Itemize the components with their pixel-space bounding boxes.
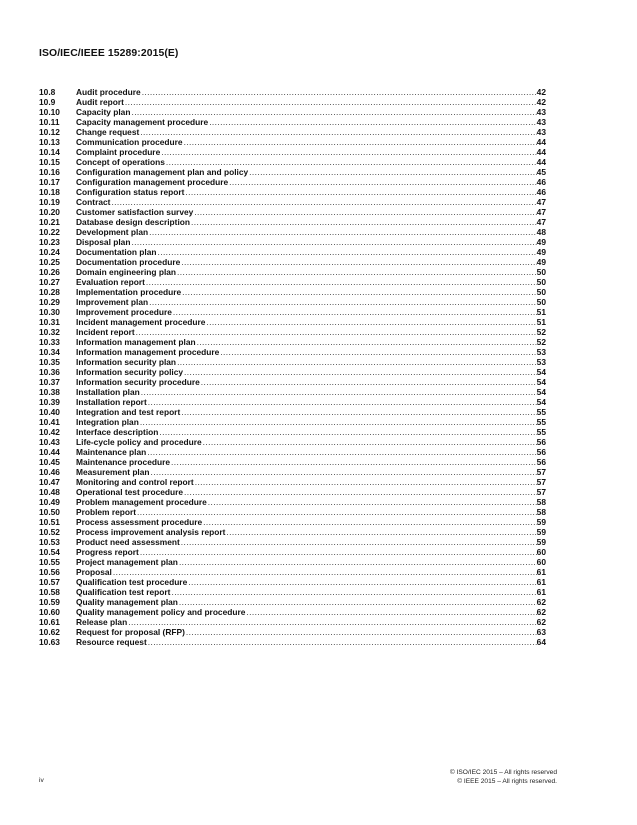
toc-entry-title: Installation plan: [76, 387, 140, 397]
toc-leader-dots: [228, 177, 537, 187]
toc-leader-dots: [140, 387, 537, 397]
toc-entry[interactable]: [39, 217, 546, 227]
toc-entry[interactable]: [39, 197, 546, 207]
toc-entry-number: 10.60: [39, 607, 60, 617]
toc-entry-page: 51: [536, 307, 546, 317]
toc-leader-dots: [190, 217, 537, 227]
toc-entry-number: 10.11: [39, 117, 60, 127]
toc-entry-page: 43: [536, 117, 546, 127]
toc-entry-number: 10.63: [39, 637, 60, 647]
toc-entry-title: Contract: [76, 197, 111, 207]
toc-entry[interactable]: [39, 137, 546, 147]
toc-entry-page: 61: [536, 567, 546, 577]
toc-entry-title: Communication procedure: [76, 137, 183, 147]
toc-leader-dots: [150, 467, 537, 477]
toc-entry-page: 59: [536, 517, 546, 527]
toc-entry[interactable]: [39, 167, 546, 177]
toc-entry-title: Proposal: [76, 567, 112, 577]
toc-entry-title: Capacity management procedure: [76, 117, 209, 127]
toc-leader-dots: [176, 357, 537, 367]
toc-entry-number: 10.31: [39, 317, 60, 327]
toc-entry[interactable]: [39, 487, 546, 497]
toc-leader-dots: [160, 147, 536, 157]
toc-entry-number: 10.8: [39, 87, 56, 97]
copyright-notice: [450, 768, 557, 786]
toc-entry[interactable]: [39, 147, 546, 157]
toc-leader-dots: [135, 327, 537, 337]
toc-entry-title: Problem management procedure: [76, 497, 207, 507]
toc-leader-dots: [205, 317, 536, 327]
toc-entry[interactable]: [39, 537, 546, 547]
toc-leader-dots: [183, 487, 537, 497]
toc-entry-page: 54: [536, 377, 546, 387]
toc-entry[interactable]: [39, 477, 546, 487]
toc-entry-title: Documentation plan: [76, 247, 157, 257]
toc-entry[interactable]: [39, 507, 546, 517]
toc-entry-page: 43: [536, 107, 546, 117]
toc-entry-title: Database design description: [76, 217, 191, 227]
toc-entry[interactable]: [39, 177, 546, 187]
toc-entry-page: 50: [536, 277, 546, 287]
toc-entry-title: Integration and test report: [76, 407, 181, 417]
toc-leader-dots: [148, 227, 537, 237]
toc-entry-number: 10.22: [39, 227, 60, 237]
toc-entry-number: 10.21: [39, 217, 60, 227]
document-header: ISO/IEC/IEEE 15289:2015(E): [39, 48, 179, 59]
toc-entry-page: 42: [536, 87, 546, 97]
toc-entry[interactable]: [39, 547, 546, 557]
toc-leader-dots: [130, 107, 536, 117]
toc-entry-page: 44: [536, 137, 546, 147]
toc-entry[interactable]: [39, 617, 546, 627]
toc-entry-page: 55: [536, 417, 546, 427]
toc-leader-dots: [145, 277, 537, 287]
toc-entry-number: 10.41: [39, 417, 60, 427]
toc-entry-title: Evaluation report: [76, 277, 145, 287]
toc-entry-title: Life-cycle policy and procedure: [76, 437, 202, 447]
toc-entry-number: 10.59: [39, 597, 60, 607]
toc-entry-title: Implementation procedure: [76, 287, 182, 297]
toc-entry-number: 10.39: [39, 397, 60, 407]
toc-entry-page: 49: [536, 247, 546, 257]
toc-entry-number: 10.20: [39, 207, 60, 217]
toc-entry-page: 43: [536, 127, 546, 137]
toc-entry[interactable]: [39, 587, 546, 597]
toc-entry[interactable]: [39, 377, 546, 387]
toc-leader-dots: [208, 117, 536, 127]
toc-entry-title: Development plan: [76, 227, 149, 237]
toc-entry-page: 50: [536, 267, 546, 277]
toc-entry-page: 47: [536, 197, 546, 207]
toc-entry[interactable]: [39, 157, 546, 167]
toc-entry-title: Incident management procedure: [76, 317, 206, 327]
toc-entry-title: Complaint procedure: [76, 147, 161, 157]
toc-entry-number: 10.29: [39, 297, 60, 307]
toc-entry-title: Maintenance procedure: [76, 457, 171, 467]
toc-leader-dots: [139, 127, 536, 137]
toc-entry-title: Installation report: [76, 397, 147, 407]
toc-entry-title: Monitoring and control report: [76, 477, 194, 487]
toc-entry-number: 10.52: [39, 527, 60, 537]
toc-entry-title: Operational test procedure: [76, 487, 184, 497]
toc-entry-page: 62: [536, 597, 546, 607]
toc-leader-dots: [157, 247, 537, 257]
copyright-iso: © ISO/IEC 2015 – All rights reserved: [449, 769, 557, 776]
toc-entry-number: 10.50: [39, 507, 60, 517]
copyright-ieee: © IEEE 2015 – All rights reserved.: [457, 778, 557, 785]
toc-entry-number: 10.37: [39, 377, 60, 387]
toc-entry[interactable]: [39, 427, 546, 437]
toc-entry-number: 10.10: [39, 107, 60, 117]
toc-entry[interactable]: [39, 597, 546, 607]
toc-entry-number: 10.32: [39, 327, 60, 337]
toc-entry[interactable]: [39, 627, 546, 637]
toc-entry-number: 10.34: [39, 347, 60, 357]
toc-entry-title: Maintenance plan: [76, 447, 147, 457]
toc-entry-page: 62: [536, 617, 546, 627]
toc-entry-title: Information management plan: [76, 337, 196, 347]
page-number: iv: [39, 777, 44, 784]
toc-entry-page: 49: [536, 257, 546, 267]
toc-entry-page: 53: [536, 357, 546, 367]
toc-entry-page: 54: [536, 387, 546, 397]
toc-leader-dots: [124, 97, 537, 107]
toc-entry-title: Improvement procedure: [76, 307, 172, 317]
toc-entry-number: 10.51: [39, 517, 60, 527]
toc-entry-page: 55: [536, 427, 546, 437]
toc-leader-dots: [248, 167, 537, 177]
toc-entry-title: Quality management policy and procedure: [76, 607, 246, 617]
toc-leader-dots: [193, 207, 536, 217]
toc-leader-dots: [207, 497, 537, 507]
toc-leader-dots: [148, 297, 537, 307]
toc-entry-number: 10.27: [39, 277, 60, 287]
toc-entry-title: Audit procedure: [76, 87, 141, 97]
toc-entry-page: 56: [536, 447, 546, 457]
toc-entry-number: 10.36: [39, 367, 60, 377]
toc-entry[interactable]: [39, 417, 546, 427]
toc-entry-page: 56: [536, 437, 546, 447]
toc-entry[interactable]: [39, 367, 546, 377]
toc-entry-number: 10.47: [39, 477, 60, 487]
toc-entry-page: 55: [536, 407, 546, 417]
toc-entry-page: 44: [536, 147, 546, 157]
toc-entry-page: 52: [536, 337, 546, 347]
toc-entry[interactable]: [39, 227, 546, 237]
toc-entry-title: Information management procedure: [76, 347, 220, 357]
toc-leader-dots: [158, 427, 536, 437]
toc-entry-title: Improvement plan: [76, 297, 149, 307]
toc-entry-title: Problem report: [76, 507, 137, 517]
toc-entry-number: 10.25: [39, 257, 60, 267]
toc-leader-dots: [202, 517, 537, 527]
toc-entry[interactable]: [39, 237, 546, 247]
toc-entry[interactable]: [39, 557, 546, 567]
toc-entry-number: 10.17: [39, 177, 60, 187]
toc-entry-page: 45: [536, 167, 546, 177]
toc-entry[interactable]: [39, 97, 546, 107]
toc-entry-title: Process improvement analysis report: [76, 527, 226, 537]
toc-entry[interactable]: [39, 347, 546, 357]
toc-entry[interactable]: [39, 337, 546, 347]
toc-entry[interactable]: [39, 257, 546, 267]
toc-leader-dots: [184, 187, 536, 197]
toc-leader-dots: [178, 597, 537, 607]
toc-entry[interactable]: [39, 187, 546, 197]
toc-entry[interactable]: [39, 407, 546, 417]
toc-entry[interactable]: [39, 497, 546, 507]
toc-entry-title: Audit report: [76, 97, 124, 107]
toc-entry-number: 10.13: [39, 137, 60, 147]
toc-entry-number: 10.26: [39, 267, 60, 277]
toc-entry-page: 46: [536, 177, 546, 187]
toc-entry[interactable]: [39, 567, 546, 577]
toc-entry-page: 61: [536, 577, 546, 587]
toc-leader-dots: [127, 617, 536, 627]
toc-entry-page: 60: [536, 547, 546, 557]
toc-entry[interactable]: [39, 517, 546, 527]
toc-entry-title: Integration plan: [76, 417, 139, 427]
toc-entry-page: 60: [536, 557, 546, 567]
toc-entry-title: Resource request: [76, 637, 147, 647]
toc-entry-page: 47: [536, 217, 546, 227]
toc-entry-page: 48: [536, 227, 546, 237]
toc-entry-number: 10.57: [39, 577, 60, 587]
toc-leader-dots: [181, 287, 537, 297]
toc-entry-page: 46: [536, 187, 546, 197]
toc-entry-page: 49: [536, 237, 546, 247]
toc-leader-dots: [183, 137, 537, 147]
toc-leader-dots: [183, 367, 537, 377]
toc-leader-dots: [245, 607, 536, 617]
toc-entry-number: 10.58: [39, 587, 60, 597]
toc-entry-title: Documentation procedure: [76, 257, 181, 267]
toc-entry-number: 10.45: [39, 457, 60, 467]
toc-leader-dots: [147, 637, 537, 647]
toc-entry-number: 10.9: [39, 97, 56, 107]
toc-entry-title: Interface description: [76, 427, 159, 437]
toc-entry-title: Project management plan: [76, 557, 178, 567]
toc-entry-page: 59: [536, 537, 546, 547]
toc-leader-dots: [165, 157, 537, 167]
toc-entry-page: 54: [536, 397, 546, 407]
toc-entry-title: Configuration management plan and policy: [76, 167, 249, 177]
toc-entry-page: 50: [536, 297, 546, 307]
toc-leader-dots: [112, 567, 537, 577]
toc-entry-number: 10.53: [39, 537, 60, 547]
toc-entry-page: 63: [536, 627, 546, 637]
toc-entry-title: Incident report: [76, 327, 135, 337]
toc-entry-title: Configuration management procedure: [76, 177, 229, 187]
toc-leader-dots: [202, 437, 537, 447]
toc-leader-dots: [194, 477, 537, 487]
toc-entry-page: 56: [536, 457, 546, 467]
toc-entry-page: 54: [536, 367, 546, 377]
toc-entry-number: 10.44: [39, 447, 60, 457]
toc-entry-page: 64: [536, 637, 546, 647]
toc-entry-title: Customer satisfaction survey: [76, 207, 194, 217]
toc-entry[interactable]: [39, 637, 546, 647]
toc-entry-number: 10.43: [39, 437, 60, 447]
toc-entry[interactable]: [39, 267, 546, 277]
toc-entry-number: 10.48: [39, 487, 60, 497]
toc-entry[interactable]: [39, 277, 546, 287]
toc-entry[interactable]: [39, 307, 546, 317]
toc-entry-page: 47: [536, 207, 546, 217]
toc-entry[interactable]: [39, 247, 546, 257]
toc-leader-dots: [136, 507, 537, 517]
toc-entry[interactable]: [39, 387, 546, 397]
table-of-contents: [39, 87, 546, 647]
toc-leader-dots: [185, 627, 537, 637]
toc-entry-title: Quality management plan: [76, 597, 178, 607]
toc-entry[interactable]: [39, 457, 546, 467]
toc-entry-page: 57: [536, 477, 546, 487]
toc-entry-number: 10.24: [39, 247, 60, 257]
toc-leader-dots: [147, 397, 537, 407]
toc-entry-number: 10.35: [39, 357, 60, 367]
toc-entry[interactable]: [39, 437, 546, 447]
toc-entry[interactable]: [39, 127, 546, 137]
toc-entry-page: 53: [536, 347, 546, 357]
toc-leader-dots: [176, 267, 537, 277]
toc-entry-title: Process assessment procedure: [76, 517, 203, 527]
toc-entry-page: 61: [536, 587, 546, 597]
toc-entry-title: Request for proposal (RFP): [76, 627, 185, 637]
toc-entry-title: Capacity plan: [76, 107, 131, 117]
toc-entry[interactable]: [39, 357, 546, 367]
toc-entry[interactable]: [39, 117, 546, 127]
toc-entry-number: 10.62: [39, 627, 60, 637]
toc-leader-dots: [139, 417, 537, 427]
toc-entry-number: 10.54: [39, 547, 60, 557]
toc-leader-dots: [225, 527, 536, 537]
toc-entry[interactable]: [39, 467, 546, 477]
toc-entry[interactable]: [39, 207, 546, 217]
toc-entry[interactable]: [39, 397, 546, 407]
toc-leader-dots: [172, 307, 537, 317]
toc-entry-page: 59: [536, 527, 546, 537]
toc-entry-title: Domain engineering plan: [76, 267, 177, 277]
toc-entry-number: 10.15: [39, 157, 60, 167]
toc-entry-number: 10.49: [39, 497, 60, 507]
toc-entry-number: 10.23: [39, 237, 60, 247]
toc-entry[interactable]: [39, 297, 546, 307]
toc-entry-title: Change request: [76, 127, 140, 137]
toc-entry[interactable]: [39, 327, 546, 337]
toc-entry-title: Qualification test procedure: [76, 577, 188, 587]
toc-entry[interactable]: [39, 87, 546, 97]
toc-leader-dots: [170, 457, 537, 467]
toc-entry-number: 10.16: [39, 167, 60, 177]
toc-entry-number: 10.40: [39, 407, 60, 417]
toc-entry-title: Qualification test report: [76, 587, 171, 597]
toc-entry-title: Information security procedure: [76, 377, 200, 387]
toc-entry-number: 10.28: [39, 287, 60, 297]
toc-entry-title: Measurement plan: [76, 467, 150, 477]
toc-entry-number: 10.33: [39, 337, 60, 347]
toc-entry-number: 10.30: [39, 307, 60, 317]
toc-entry-title: Information security plan: [76, 357, 177, 367]
toc-entry[interactable]: [39, 447, 546, 457]
toc-entry-title: Progress report: [76, 547, 139, 557]
toc-leader-dots: [130, 237, 536, 247]
toc-leader-dots: [180, 537, 537, 547]
toc-entry-number: 10.42: [39, 427, 60, 437]
toc-entry-title: Information security policy: [76, 367, 184, 377]
toc-entry-page: 57: [536, 467, 546, 477]
toc-leader-dots: [146, 447, 536, 457]
toc-leader-dots: [219, 347, 536, 357]
toc-leader-dots: [141, 87, 537, 97]
toc-entry-page: 42: [536, 97, 546, 107]
toc-entry[interactable]: [39, 607, 546, 617]
toc-entry[interactable]: [39, 527, 546, 537]
toc-entry-page: 44: [536, 157, 546, 167]
toc-entry-page: 58: [536, 507, 546, 517]
toc-entry-number: 10.55: [39, 557, 60, 567]
toc-entry-page: 58: [536, 497, 546, 507]
toc-entry-title: Disposal plan: [76, 237, 131, 247]
toc-entry-number: 10.56: [39, 567, 60, 577]
toc-entry-number: 10.12: [39, 127, 60, 137]
toc-entry[interactable]: [39, 577, 546, 587]
toc-entry-page: 62: [536, 607, 546, 617]
toc-entry[interactable]: [39, 107, 546, 117]
toc-entry-number: 10.38: [39, 387, 60, 397]
toc-entry-title: Release plan: [76, 617, 128, 627]
toc-leader-dots: [180, 407, 536, 417]
toc-leader-dots: [178, 557, 537, 567]
toc-entry-title: Configuration status report: [76, 187, 185, 197]
toc-leader-dots: [187, 577, 536, 587]
toc-leader-dots: [196, 337, 537, 347]
toc-leader-dots: [110, 197, 536, 207]
toc-leader-dots: [180, 257, 536, 267]
toc-entry-title: Concept of operations: [76, 157, 165, 167]
toc-entry[interactable]: [39, 287, 546, 297]
toc-leader-dots: [139, 547, 537, 557]
toc-leader-dots: [170, 587, 536, 597]
toc-entry-page: 52: [536, 327, 546, 337]
toc-entry[interactable]: [39, 317, 546, 327]
toc-entry-number: 10.14: [39, 147, 60, 157]
toc-leader-dots: [200, 377, 537, 387]
toc-entry-number: 10.61: [39, 617, 60, 627]
toc-entry-number: 10.18: [39, 187, 60, 197]
toc-entry-number: 10.19: [39, 197, 60, 207]
toc-entry-number: 10.46: [39, 467, 60, 477]
toc-entry-page: 50: [536, 287, 546, 297]
toc-entry-page: 57: [536, 487, 546, 497]
toc-entry-page: 51: [536, 317, 546, 327]
toc-entry-title: Product need assessment: [76, 537, 180, 547]
